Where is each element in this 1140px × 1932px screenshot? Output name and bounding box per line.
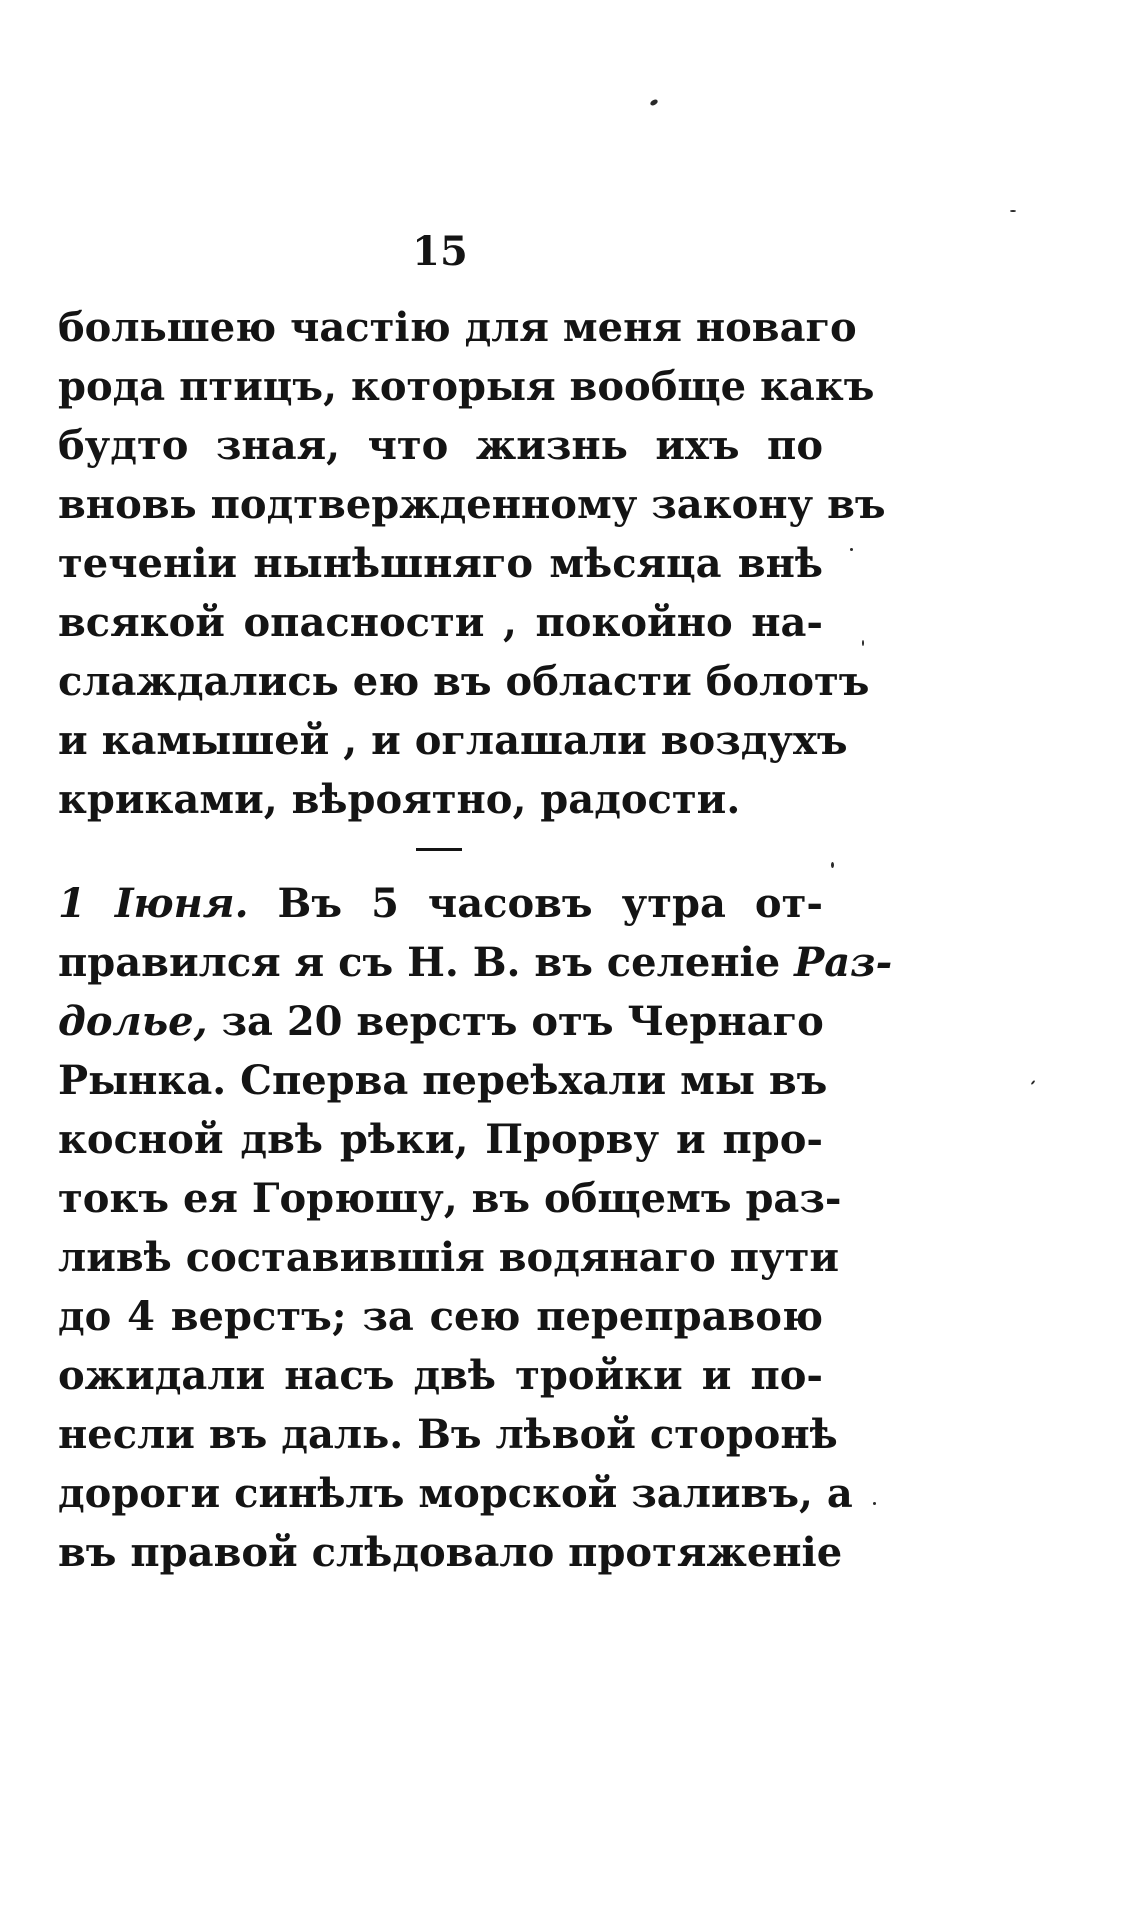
text-line: въ правой слѣдовало протяженіе bbox=[58, 1529, 843, 1576]
text-line: ливѣ составившія водянаго пути bbox=[58, 1234, 840, 1281]
text-line: криками, вѣроятно, радости. bbox=[58, 776, 741, 823]
text-line: вновь подтвержденному закону въ bbox=[58, 481, 886, 528]
text-span: Въ 5 часовъ утра от- bbox=[248, 880, 823, 927]
text-line bbox=[58, 933, 893, 992]
text-span: правился я съ Н. В. въ селеніе bbox=[58, 939, 795, 986]
text-line bbox=[58, 992, 823, 1051]
ink-speck bbox=[649, 98, 658, 106]
text-line: Рынка. Сперва переѣхали мы въ bbox=[58, 1057, 828, 1104]
ink-speck bbox=[873, 1502, 876, 1505]
text-line bbox=[58, 874, 823, 933]
text-line: будто зная, что жизнь ихъ по bbox=[58, 422, 823, 469]
text-line: косной двѣ рѣки, Прорву и про- bbox=[58, 1116, 823, 1163]
ink-speck bbox=[1010, 210, 1016, 212]
diary-entry bbox=[58, 874, 893, 1582]
text-line: большею частію для меня новаго bbox=[58, 304, 857, 351]
place-name: долье, bbox=[58, 998, 208, 1045]
entry-date: 1 Іюня. bbox=[58, 880, 249, 927]
section-separator bbox=[416, 848, 462, 851]
ink-speck bbox=[831, 862, 834, 868]
text-span: за 20 верстъ отъ Чернаго bbox=[207, 998, 824, 1045]
ink-speck bbox=[862, 640, 864, 646]
text-line: всякой опасности , покойно на- bbox=[58, 599, 823, 646]
text-line: ожидали насъ двѣ тройки и по- bbox=[58, 1352, 823, 1399]
place-name: Раз- bbox=[794, 939, 893, 986]
ink-speck bbox=[1031, 1080, 1036, 1085]
text-line: до 4 верстъ; за сею переправою bbox=[58, 1293, 823, 1340]
text-line: токъ ея Горюшу, въ общемъ раз- bbox=[58, 1175, 842, 1222]
ink-speck bbox=[850, 548, 853, 551]
text-line: и камышей , и оглашали воздухъ bbox=[58, 717, 848, 764]
text-line: дороги синѣлъ морской заливъ, а bbox=[58, 1470, 853, 1517]
text-line: слаждались ею въ области болотъ bbox=[58, 658, 870, 705]
page-number: 15 bbox=[412, 228, 468, 275]
text-line: рода птицъ, которыя вообще какъ bbox=[58, 363, 875, 410]
paragraph-continued bbox=[58, 298, 886, 829]
text-line: несли въ даль. Въ лѣвой сторонѣ bbox=[58, 1411, 838, 1458]
text-line: теченіи нынѣшняго мѣсяца внѣ bbox=[58, 540, 823, 587]
